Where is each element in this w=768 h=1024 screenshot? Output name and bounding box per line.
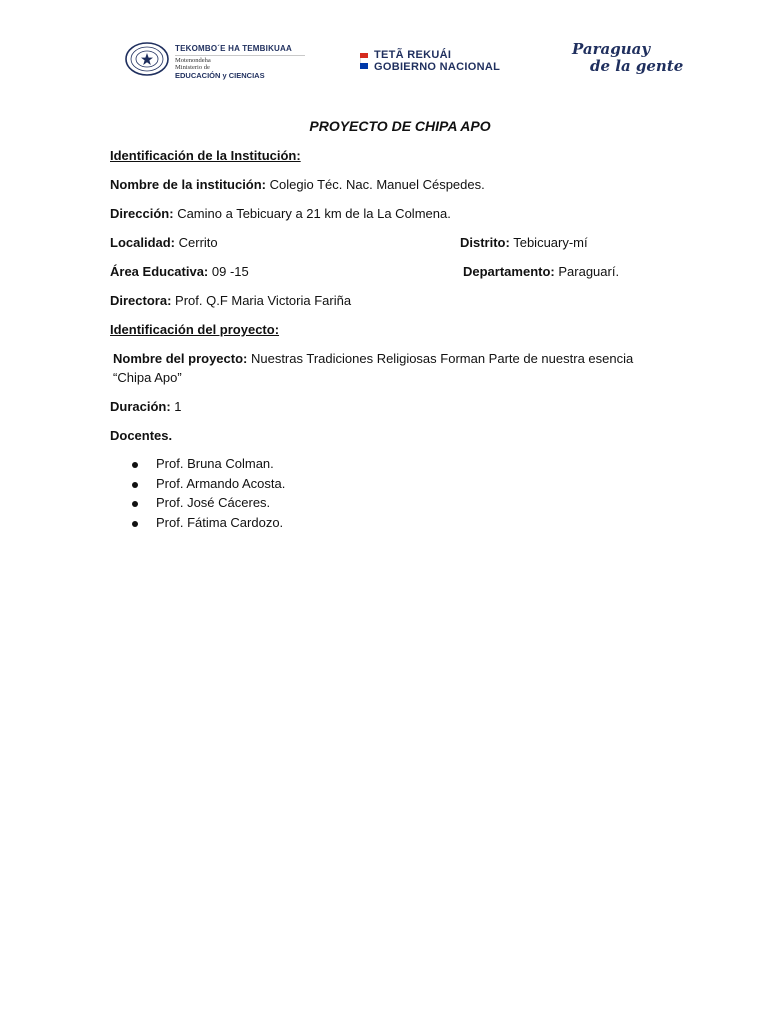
district-value: Tebicuary-mí [509, 235, 588, 250]
bullet-icon [132, 482, 138, 488]
locality-row [110, 235, 218, 250]
locality-value: Cerrito [175, 235, 218, 250]
duration-value: 1 [170, 399, 182, 414]
list-item: Prof. José Cáceres. [130, 495, 285, 515]
department-label: Departamento: [463, 264, 555, 279]
ministry-name: EDUCACIÓN y CIENCIAS [175, 71, 265, 80]
department-row [463, 264, 619, 279]
teachers-label: Docentes. [110, 428, 173, 443]
area-label: Área Educativa: [110, 264, 209, 279]
bullet-icon [132, 501, 138, 507]
brand-line2: de la gente [590, 57, 684, 75]
director-value: Prof. Q.F Maria Victoria Fariña [171, 293, 352, 308]
ministry-guarani-name: TEKOMBO´E HA TEMBIKUAA [175, 44, 292, 53]
address-row [110, 206, 451, 221]
page-title: PROYECTO DE CHIPA APO [309, 118, 491, 134]
list-item: Prof. Bruna Colman. [130, 456, 285, 476]
department-value: Paraguarí. [554, 264, 620, 279]
list-item: Prof. Fátima Cardozo. [130, 515, 285, 535]
duration-row [110, 399, 182, 414]
ministry-motenondeha: Motenondeha [175, 57, 211, 64]
list-item: Prof. Armando Acosta. [130, 476, 285, 496]
institution-value: Colegio Téc. Nac. Manuel Céspedes. [266, 177, 485, 192]
ministry-wordmark [175, 44, 305, 80]
address-value: Camino a Tebicuary a 21 km de la La Colmena. [173, 206, 451, 221]
area-value: 09 -15 [208, 264, 249, 279]
section-heading-institution: Identificación de la Institución: [110, 148, 301, 163]
government-wordmark [374, 50, 500, 73]
director-row [110, 293, 351, 308]
project-label: Nombre del proyecto: [113, 351, 248, 366]
locality-label: Localidad: [110, 235, 176, 250]
director-label: Directora: [110, 293, 172, 308]
district-row [460, 235, 588, 250]
project-name-row [113, 349, 643, 387]
teachers-list [130, 456, 285, 534]
gov-spanish-name: GOBIERNO NACIONAL [374, 61, 501, 73]
ministry-logo [125, 42, 325, 78]
ministry-ministerio-de: Ministerio de [175, 64, 210, 71]
letterhead [0, 36, 768, 86]
brand-line1: Paraguay [572, 40, 651, 58]
duration-label: Duración: [110, 399, 171, 414]
area-row [110, 264, 249, 279]
gov-guarani-name: TETÃ REKUÁI [374, 49, 452, 61]
bullet-icon [132, 521, 138, 527]
section-heading-project: Identificación del proyecto: [110, 322, 280, 337]
national-seal-icon [125, 42, 169, 76]
teachers-heading [110, 428, 172, 443]
brand-logo [568, 40, 684, 84]
district-label: Distrito: [460, 235, 510, 250]
flag-icon [360, 53, 368, 69]
bullet-icon [132, 462, 138, 468]
institution-label: Nombre de la institución: [110, 177, 267, 192]
address-label: Dirección: [110, 206, 174, 221]
institution-row [110, 177, 485, 192]
ministry-rule [175, 55, 305, 56]
project-value: Nuestras Tradiciones Religiosas Forman Parte de nuestra esencia “Chipa Apo” [113, 351, 634, 385]
